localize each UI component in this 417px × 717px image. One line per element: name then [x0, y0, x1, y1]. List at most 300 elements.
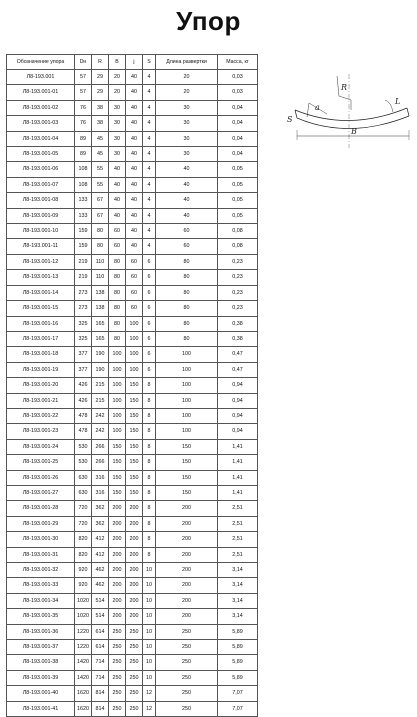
cell-unfold-length: 150 [156, 470, 218, 485]
cell-dn: 1620 [75, 686, 92, 701]
cell-r: 714 [92, 670, 109, 685]
cell-dn: 920 [75, 563, 92, 578]
cell-j: 200 [126, 516, 143, 531]
cell-s: 6 [143, 316, 156, 331]
cell-designation: Л8-193.001-12 [7, 254, 75, 269]
cell-dn: 108 [75, 177, 92, 192]
cell-j: 200 [126, 532, 143, 547]
cell-r: 29 [92, 85, 109, 100]
cell-s: 6 [143, 362, 156, 377]
table-row [7, 147, 258, 162]
cell-designation: Л8-193.001-05 [7, 147, 75, 162]
cell-b: 250 [109, 686, 126, 701]
cell-dn: 1620 [75, 701, 92, 716]
cell-r: 614 [92, 624, 109, 639]
col-header-dn: Dн [75, 55, 92, 70]
cell-unfold-length: 40 [156, 193, 218, 208]
cell-mass: 3,14 [218, 593, 258, 608]
cell-s: 10 [143, 655, 156, 670]
table-row [7, 532, 258, 547]
cell-j: 150 [126, 393, 143, 408]
cell-j: 40 [126, 162, 143, 177]
cell-r: 38 [92, 100, 109, 115]
cell-designation: Л8-193.001-11 [7, 239, 75, 254]
cell-designation: Л8-193.001-40 [7, 686, 75, 701]
cell-unfold-length: 30 [156, 116, 218, 131]
cell-j: 60 [126, 285, 143, 300]
table-row [7, 655, 258, 670]
cell-j: 100 [126, 362, 143, 377]
cell-b: 20 [109, 85, 126, 100]
cell-unfold-length: 200 [156, 609, 218, 624]
cell-s: 4 [143, 162, 156, 177]
table-row [7, 455, 258, 470]
cell-s: 4 [143, 239, 156, 254]
cell-b: 80 [109, 331, 126, 346]
cell-mass: 0,23 [218, 285, 258, 300]
cell-unfold-length: 250 [156, 686, 218, 701]
cell-r: 266 [92, 455, 109, 470]
cell-dn: 720 [75, 516, 92, 531]
table-row [7, 593, 258, 608]
cell-r: 165 [92, 331, 109, 346]
cell-mass: 1,41 [218, 439, 258, 454]
cell-j: 150 [126, 378, 143, 393]
cell-designation: Л8-193.001-34 [7, 593, 75, 608]
cell-j: 150 [126, 455, 143, 470]
cell-dn: 1020 [75, 593, 92, 608]
cell-unfold-length: 200 [156, 516, 218, 531]
spec-table [6, 54, 258, 717]
cell-j: 40 [126, 177, 143, 192]
cell-designation: Л8-193.001-32 [7, 563, 75, 578]
cell-dn: 426 [75, 393, 92, 408]
cell-designation: Л8-193.001-38 [7, 655, 75, 670]
cell-designation: Л8-193.001-24 [7, 439, 75, 454]
cell-j: 150 [126, 470, 143, 485]
cell-unfold-length: 150 [156, 455, 218, 470]
label-b: B [351, 127, 357, 136]
cell-b: 40 [109, 193, 126, 208]
cell-b: 200 [109, 563, 126, 578]
table-row [7, 177, 258, 192]
table-row [7, 578, 258, 593]
cell-dn: 133 [75, 193, 92, 208]
cell-unfold-length: 250 [156, 640, 218, 655]
cell-unfold-length: 80 [156, 270, 218, 285]
cell-mass: 7,07 [218, 701, 258, 716]
cell-b: 80 [109, 301, 126, 316]
cell-r: 110 [92, 270, 109, 285]
cell-r: 215 [92, 393, 109, 408]
cell-mass: 0,03 [218, 70, 258, 85]
table-row [7, 624, 258, 639]
cell-dn: 530 [75, 439, 92, 454]
cell-b: 30 [109, 116, 126, 131]
cell-b: 200 [109, 532, 126, 547]
cell-unfold-length: 30 [156, 100, 218, 115]
stop-part-drawing [285, 70, 413, 160]
table-row [7, 501, 258, 516]
cell-j: 40 [126, 70, 143, 85]
label-l: L [395, 97, 401, 106]
cell-s: 4 [143, 131, 156, 146]
table-row [7, 301, 258, 316]
cell-b: 60 [109, 224, 126, 239]
cell-dn: 377 [75, 347, 92, 362]
cell-b: 30 [109, 147, 126, 162]
cell-s: 8 [143, 501, 156, 516]
col-header-b: B [109, 55, 126, 70]
cell-j: 150 [126, 424, 143, 439]
cell-designation: Л8-193.001-20 [7, 378, 75, 393]
cell-b: 40 [109, 208, 126, 223]
cell-s: 6 [143, 331, 156, 346]
col-header-r: R [92, 55, 109, 70]
col-header-mass: Масса, кг [218, 55, 258, 70]
cell-designation: Л8-193.001-04 [7, 131, 75, 146]
cell-r: 714 [92, 655, 109, 670]
cell-j: 40 [126, 100, 143, 115]
cell-designation: Л8-193.001-30 [7, 532, 75, 547]
table-row [7, 670, 258, 685]
cell-unfold-length: 80 [156, 285, 218, 300]
cell-s: 8 [143, 455, 156, 470]
table-row [7, 285, 258, 300]
cell-s: 4 [143, 100, 156, 115]
cell-r: 412 [92, 532, 109, 547]
cell-mass: 0,05 [218, 208, 258, 223]
cell-dn: 630 [75, 470, 92, 485]
cell-dn: 219 [75, 270, 92, 285]
table-header-row [7, 55, 258, 70]
cell-unfold-length: 40 [156, 162, 218, 177]
cell-r: 67 [92, 193, 109, 208]
cell-b: 30 [109, 131, 126, 146]
cell-unfold-length: 200 [156, 563, 218, 578]
cell-r: 138 [92, 301, 109, 316]
cell-dn: 76 [75, 116, 92, 131]
cell-unfold-length: 150 [156, 439, 218, 454]
label-r: R [341, 83, 348, 92]
cell-b: 40 [109, 177, 126, 192]
table-row [7, 270, 258, 285]
cell-designation: Л8-193.001-07 [7, 177, 75, 192]
cell-designation: Л8-193.001-29 [7, 516, 75, 531]
table-row [7, 316, 258, 331]
cell-designation: Л8-193.001-06 [7, 162, 75, 177]
cell-mass: 0,23 [218, 254, 258, 269]
cell-b: 250 [109, 670, 126, 685]
cell-mass: 3,14 [218, 563, 258, 578]
cell-b: 250 [109, 655, 126, 670]
cell-r: 190 [92, 347, 109, 362]
cell-j: 200 [126, 547, 143, 562]
cell-unfold-length: 80 [156, 301, 218, 316]
cell-mass: 0,94 [218, 408, 258, 423]
cell-unfold-length: 200 [156, 547, 218, 562]
cell-r: 215 [92, 378, 109, 393]
cell-j: 40 [126, 85, 143, 100]
cell-b: 150 [109, 485, 126, 500]
cell-designation: Л8-193.001-19 [7, 362, 75, 377]
cell-dn: 1420 [75, 655, 92, 670]
cell-s: 4 [143, 193, 156, 208]
cell-dn: 1020 [75, 609, 92, 624]
cell-unfold-length: 100 [156, 424, 218, 439]
cell-b: 80 [109, 285, 126, 300]
cell-s: 8 [143, 516, 156, 531]
table-row [7, 254, 258, 269]
cell-dn: 720 [75, 501, 92, 516]
table-row [7, 640, 258, 655]
cell-b: 250 [109, 701, 126, 716]
cell-r: 80 [92, 224, 109, 239]
cell-designation: Л8-193.001-31 [7, 547, 75, 562]
cell-b: 30 [109, 100, 126, 115]
cell-s: 8 [143, 439, 156, 454]
cell-mass: 0,47 [218, 347, 258, 362]
cell-unfold-length: 100 [156, 393, 218, 408]
cell-dn: 133 [75, 208, 92, 223]
cell-mass: 5,89 [218, 640, 258, 655]
cell-s: 8 [143, 470, 156, 485]
cell-j: 150 [126, 439, 143, 454]
cell-dn: 820 [75, 547, 92, 562]
cell-dn: 159 [75, 239, 92, 254]
cell-mass: 1,41 [218, 485, 258, 500]
cell-j: 250 [126, 701, 143, 716]
cell-mass: 0,05 [218, 177, 258, 192]
cell-designation: Л8-193.001-08 [7, 193, 75, 208]
cell-b: 250 [109, 640, 126, 655]
cell-unfold-length: 40 [156, 208, 218, 223]
table-row [7, 362, 258, 377]
cell-unfold-length: 100 [156, 362, 218, 377]
table-row [7, 347, 258, 362]
cell-s: 4 [143, 224, 156, 239]
table-row [7, 100, 258, 115]
cell-unfold-length: 150 [156, 485, 218, 500]
cell-unfold-length: 200 [156, 501, 218, 516]
cell-r: 242 [92, 408, 109, 423]
cell-j: 40 [126, 239, 143, 254]
cell-j: 100 [126, 316, 143, 331]
cell-dn: 426 [75, 378, 92, 393]
cell-designation: Л8-193.001-25 [7, 455, 75, 470]
cell-unfold-length: 250 [156, 701, 218, 716]
cell-r: 55 [92, 177, 109, 192]
cell-dn: 89 [75, 147, 92, 162]
cell-designation: Л8-193.001-28 [7, 501, 75, 516]
cell-b: 100 [109, 424, 126, 439]
cell-r: 814 [92, 686, 109, 701]
cell-unfold-length: 200 [156, 532, 218, 547]
cell-s: 8 [143, 485, 156, 500]
cell-mass: 5,89 [218, 670, 258, 685]
cell-dn: 159 [75, 224, 92, 239]
cell-designation: Л8-193.001-41 [7, 701, 75, 716]
cell-mass: 0,94 [218, 393, 258, 408]
table-row [7, 331, 258, 346]
cell-s: 6 [143, 270, 156, 285]
cell-unfold-length: 80 [156, 316, 218, 331]
cell-r: 165 [92, 316, 109, 331]
cell-designation: Л8-193.001-22 [7, 408, 75, 423]
cell-b: 200 [109, 593, 126, 608]
col-header-j: j [126, 55, 143, 70]
cell-s: 4 [143, 116, 156, 131]
cell-r: 38 [92, 116, 109, 131]
cell-s: 8 [143, 378, 156, 393]
table-row [7, 393, 258, 408]
cell-r: 362 [92, 501, 109, 516]
cell-s: 12 [143, 686, 156, 701]
cell-dn: 920 [75, 578, 92, 593]
cell-s: 4 [143, 147, 156, 162]
cell-designation: Л8-193.001-16 [7, 316, 75, 331]
cell-j: 100 [126, 347, 143, 362]
cell-unfold-length: 30 [156, 131, 218, 146]
cell-designation: Л8-193.001-35 [7, 609, 75, 624]
cell-mass: 2,51 [218, 501, 258, 516]
cell-unfold-length: 20 [156, 85, 218, 100]
cell-mass: 0,08 [218, 224, 258, 239]
cell-s: 6 [143, 347, 156, 362]
cell-s: 10 [143, 609, 156, 624]
cell-s: 12 [143, 701, 156, 716]
table-row [7, 609, 258, 624]
cell-designation: Л8-193.001-27 [7, 485, 75, 500]
cell-mass: 2,51 [218, 547, 258, 562]
table-row [7, 208, 258, 223]
cell-j: 150 [126, 485, 143, 500]
cell-mass: 2,51 [218, 532, 258, 547]
cell-s: 8 [143, 408, 156, 423]
cell-r: 45 [92, 131, 109, 146]
cell-s: 10 [143, 624, 156, 639]
cell-j: 60 [126, 301, 143, 316]
cell-designation: Л8-193.001-10 [7, 224, 75, 239]
cell-j: 250 [126, 640, 143, 655]
cell-unfold-length: 200 [156, 593, 218, 608]
cell-j: 200 [126, 563, 143, 578]
cell-mass: 1,41 [218, 455, 258, 470]
cell-designation: Л8-193.001-17 [7, 331, 75, 346]
cell-dn: 325 [75, 316, 92, 331]
table-row [7, 116, 258, 131]
table-row [7, 193, 258, 208]
cell-s: 4 [143, 85, 156, 100]
cell-r: 242 [92, 424, 109, 439]
cell-unfold-length: 200 [156, 578, 218, 593]
cell-mass: 0,23 [218, 301, 258, 316]
cell-j: 40 [126, 193, 143, 208]
cell-unfold-length: 40 [156, 177, 218, 192]
cell-b: 60 [109, 239, 126, 254]
cell-s: 4 [143, 177, 156, 192]
cell-unfold-length: 250 [156, 624, 218, 639]
cell-s: 4 [143, 208, 156, 223]
cell-unfold-length: 60 [156, 239, 218, 254]
cell-s: 6 [143, 285, 156, 300]
cell-j: 40 [126, 224, 143, 239]
cell-mass: 0,04 [218, 116, 258, 131]
cell-unfold-length: 100 [156, 408, 218, 423]
cell-j: 40 [126, 116, 143, 131]
table-row [7, 547, 258, 562]
cell-b: 100 [109, 393, 126, 408]
cell-unfold-length: 100 [156, 347, 218, 362]
cell-b: 200 [109, 578, 126, 593]
cell-s: 8 [143, 393, 156, 408]
cell-dn: 325 [75, 331, 92, 346]
cell-unfold-length: 60 [156, 224, 218, 239]
cell-s: 8 [143, 547, 156, 562]
table-row [7, 378, 258, 393]
cell-j: 150 [126, 408, 143, 423]
cell-mass: 1,41 [218, 470, 258, 485]
cell-b: 150 [109, 455, 126, 470]
table-row [7, 563, 258, 578]
cell-j: 60 [126, 254, 143, 269]
cell-designation: Л8-193.001 [7, 70, 75, 85]
cell-dn: 273 [75, 301, 92, 316]
cell-mass: 5,89 [218, 624, 258, 639]
table-row [7, 70, 258, 85]
cell-j: 40 [126, 208, 143, 223]
cell-unfold-length: 20 [156, 70, 218, 85]
cell-r: 55 [92, 162, 109, 177]
cell-designation: Л8-193.001-14 [7, 285, 75, 300]
table-row [7, 701, 258, 716]
cell-unfold-length: 250 [156, 655, 218, 670]
cell-b: 200 [109, 516, 126, 531]
cell-r: 266 [92, 439, 109, 454]
cell-r: 80 [92, 239, 109, 254]
cell-unfold-length: 30 [156, 147, 218, 162]
cell-b: 200 [109, 609, 126, 624]
cell-r: 462 [92, 578, 109, 593]
cell-mass: 0,47 [218, 362, 258, 377]
cell-j: 100 [126, 331, 143, 346]
cell-dn: 820 [75, 532, 92, 547]
cell-r: 362 [92, 516, 109, 531]
table-row [7, 224, 258, 239]
cell-r: 29 [92, 70, 109, 85]
cell-r: 316 [92, 485, 109, 500]
cell-dn: 530 [75, 455, 92, 470]
cell-dn: 478 [75, 424, 92, 439]
table-row [7, 424, 258, 439]
cell-j: 250 [126, 670, 143, 685]
cell-s: 6 [143, 301, 156, 316]
cell-s: 8 [143, 424, 156, 439]
cell-dn: 76 [75, 100, 92, 115]
table-row [7, 470, 258, 485]
cell-mass: 0,94 [218, 378, 258, 393]
cell-unfold-length: 100 [156, 378, 218, 393]
cell-dn: 57 [75, 85, 92, 100]
cell-mass: 0,08 [218, 239, 258, 254]
cell-mass: 0,23 [218, 270, 258, 285]
cell-designation: Л8-193.001-39 [7, 670, 75, 685]
cell-r: 514 [92, 609, 109, 624]
cell-b: 20 [109, 70, 126, 85]
cell-designation: Л8-193.001-26 [7, 470, 75, 485]
cell-mass: 0,38 [218, 316, 258, 331]
cell-designation: Л8-193.001-23 [7, 424, 75, 439]
